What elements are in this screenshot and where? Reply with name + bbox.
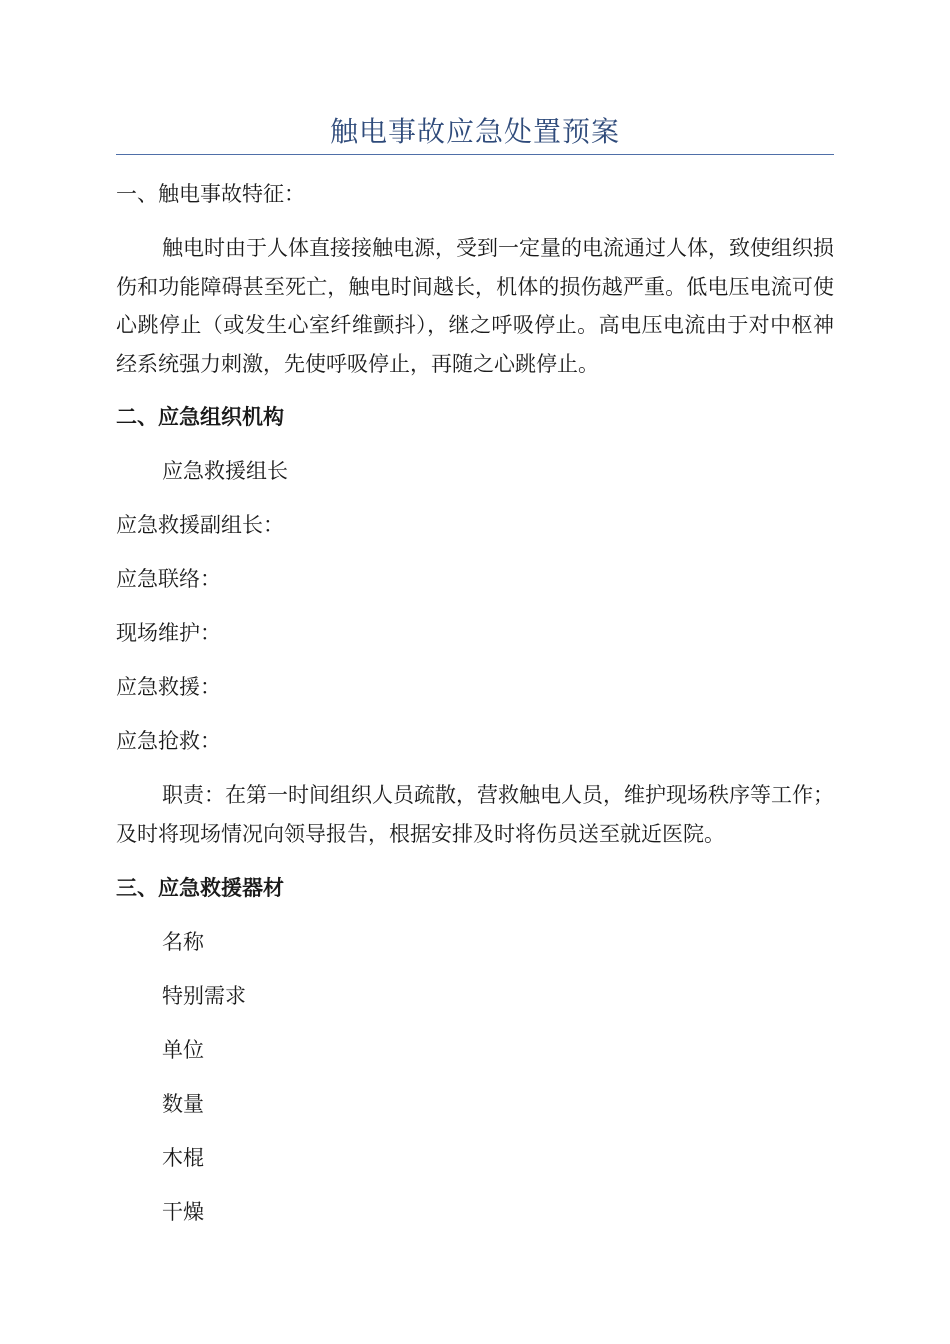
equipment-item: 木棍 bbox=[162, 1146, 204, 1170]
equipment-item: 特别需求 bbox=[162, 984, 246, 1008]
org-leader: 应急救援组长 bbox=[162, 459, 288, 483]
equipment-item: 名称 bbox=[162, 930, 204, 954]
section-3-heading: 三、应急救援器材 bbox=[116, 875, 284, 900]
title-underline bbox=[116, 154, 834, 155]
section-2-heading: 二、应急组织机构 bbox=[116, 404, 284, 429]
org-rescue: 应急救援： bbox=[116, 675, 221, 699]
section-1-paragraph: 触电时由于人体直接接触电源，受到一定量的电流通过人体，致使组织损伤和功能障碍甚至死亡，触电时间越长，机体的损伤越严重。低电压电流可使心跳停止（或发生心室纤维颤抖），继之呼吸停止。高电压电流由于对中枢神经系统强力刺激，先使呼吸停止，再随之心跳停止。 bbox=[116, 236, 834, 376]
equipment-item: 干燥 bbox=[162, 1200, 204, 1224]
org-liaison: 应急联络： bbox=[116, 567, 221, 591]
equipment-item: 数量 bbox=[162, 1092, 204, 1116]
org-site-maintenance: 现场维护： bbox=[116, 621, 221, 645]
section-1-heading: 一、触电事故特征： bbox=[116, 182, 305, 206]
org-first-aid: 应急抢救： bbox=[116, 729, 221, 753]
document-title: 触电事故应急处置预案 bbox=[329, 115, 620, 148]
equipment-item: 单位 bbox=[162, 1038, 204, 1062]
org-duty-paragraph: 职责：在第一时间组织人员疏散，营救触电人员，维护现场秩序等工作；及时将现场情况向领导报告，根据安排及时将伤员送至就近医院。 bbox=[116, 783, 834, 846]
org-deputy-leader: 应急救援副组长： bbox=[116, 513, 284, 537]
